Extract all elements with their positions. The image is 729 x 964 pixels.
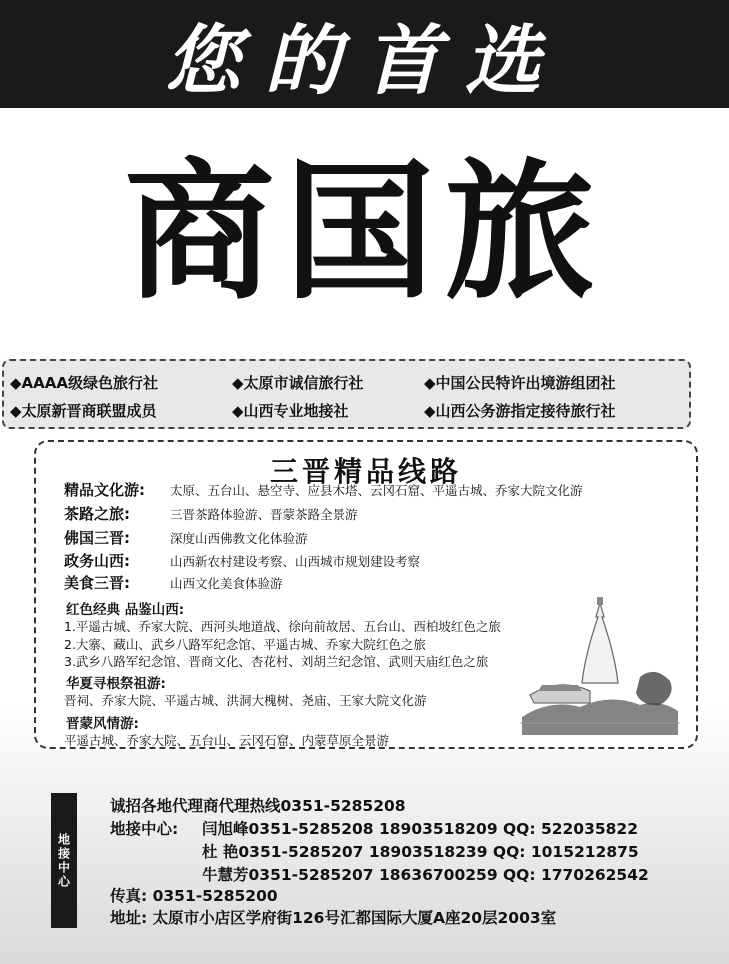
cert-item: ◆太原新晋商联盟成员 xyxy=(10,402,157,420)
agent-recruit-line: 诚招各地代理商代理热线0351-5285208 xyxy=(110,797,406,815)
cert-item: ◆AAAA级绿色旅行社 xyxy=(10,374,158,392)
route-text: 三晋茶路体验游、晋蒙茶路全景游 xyxy=(170,507,358,522)
brand-name: 商国旅 xyxy=(124,144,605,320)
route-label: 佛国三晋: xyxy=(64,529,130,547)
route-text: 山西新农村建设考察、山西城市规划建设考察 xyxy=(170,554,421,569)
contact-side-label-text: 地接中心 xyxy=(56,832,71,889)
cert-item: ◆太原市诚信旅行社 xyxy=(232,374,364,392)
routes-title: 三晋精品线路 xyxy=(269,455,462,488)
mongolia-tour-heading: 晋蒙风情游: xyxy=(66,716,139,732)
red-tour-heading: 红色经典 品鉴山西: xyxy=(66,602,185,618)
route-label: 茶路之旅: xyxy=(64,505,130,523)
route-label: 精品文化游: xyxy=(64,481,145,499)
fax-line: 传真: 0351-5285200 xyxy=(110,887,278,905)
contact-person: 杜 艳0351-5285207 18903518239 QQ: 1015212875 xyxy=(202,843,639,861)
cert-item: ◆山西公务游指定接待旅行社 xyxy=(424,402,616,420)
red-tour-item: 3.武乡八路军纪念馆、晋商文化、杏花村、刘胡兰纪念馆、武则天庙红色之旅 xyxy=(64,654,489,669)
roots-tour-heading: 华夏寻根祭祖游: xyxy=(66,676,166,692)
red-tour-item: 1.平遥古城、乔家大院、西河头地道战、徐向前故居、五台山、西柏坡红色之旅 xyxy=(64,619,501,634)
mongolia-tour-text: 平遥古城、乔家大院、五台山、云冈石窟、内蒙草原全景游 xyxy=(64,733,390,748)
contact-side-label xyxy=(51,793,77,928)
contact-person: 牛慧芳0351-5285207 18636700259 QQ: 1770262542 xyxy=(202,866,649,884)
address-line: 地址: 太原市小店区学府街126号汇都国际大厦A座20层2003室 xyxy=(110,909,557,927)
cert-item: ◆中国公民特许出境游组团社 xyxy=(424,374,616,392)
pagoda-illustration xyxy=(520,595,680,735)
contact-person: 闫旭峰0351-5285208 18903518209 QQ: 522035822 xyxy=(202,820,639,838)
route-text: 山西文化美食体验游 xyxy=(170,576,283,591)
reception-center-label: 地接中心: xyxy=(110,820,179,838)
red-tour-item: 2.大寨、藏山、武乡八路军纪念馆、平遥古城、乔家大院红色之旅 xyxy=(64,637,426,652)
slogan-text: 您的首选 xyxy=(164,15,565,105)
cert-item: ◆山西专业地接社 xyxy=(232,402,349,420)
route-label: 政务山西: xyxy=(64,552,130,570)
route-text: 太原、五台山、悬空寺、应县木塔、云冈石窟、平遥古城、乔家大院文化游 xyxy=(170,483,583,498)
roots-tour-text: 晋祠、乔家大院、平遥古城、洪洞大槐树、尧庙、王家大院文化游 xyxy=(64,693,427,708)
route-label: 美食三晋: xyxy=(64,574,130,592)
route-text: 深度山西佛教文化体验游 xyxy=(170,531,308,546)
